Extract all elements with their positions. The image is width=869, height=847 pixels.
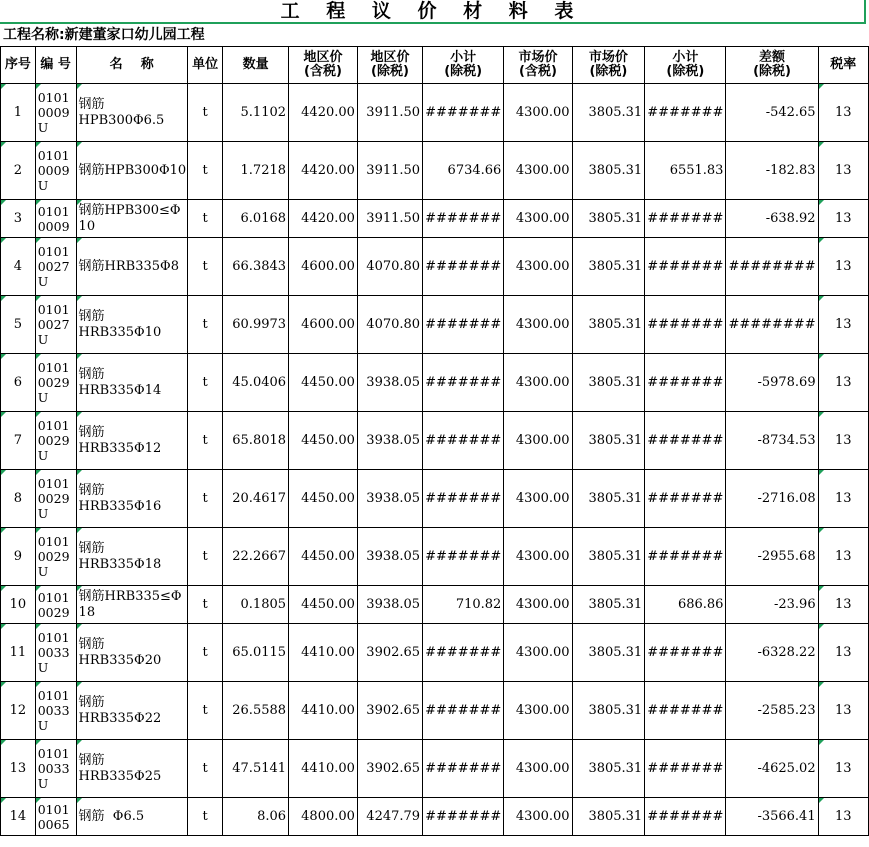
unit-cell[interactable]: t [187,470,222,528]
material-name-cell[interactable]: 钢筋HRB335Φ14 [76,354,187,412]
material-name-cell[interactable]: 钢筋HPB300≤Φ 10 [76,200,187,238]
material-name-cell[interactable]: 钢筋HRB335≤Φ 18 [76,586,187,624]
item-code-cell[interactable]: 0101 0033 U [35,624,76,682]
unit-cell[interactable]: t [187,412,222,470]
market-price-excl-tax-cell[interactable]: 3805.31 [572,200,645,238]
column-header[interactable]: 小计 (除税) [645,47,726,84]
subtotal-regional-cell[interactable]: ####### [423,354,504,412]
quantity-cell[interactable]: 66.3843 [223,238,289,296]
tax-rate-cell[interactable]: 13 [818,354,868,412]
item-code-cell[interactable]: 0101 0029 U [35,528,76,586]
regional-price-excl-tax-cell[interactable]: 3911.50 [357,84,422,142]
subtotal-market-cell[interactable]: ####### [645,84,726,142]
market-price-incl-tax-cell[interactable]: 4300.00 [504,586,572,624]
difference-cell[interactable]: -3566.41 [726,798,818,836]
regional-price-incl-tax-cell[interactable]: 4420.00 [289,84,358,142]
subtotal-market-cell[interactable]: ####### [645,238,726,296]
material-name-cell[interactable]: 钢筋HPB300Φ6.5 [76,84,187,142]
difference-cell[interactable]: -2585.23 [726,682,818,740]
unit-cell[interactable]: t [187,200,222,238]
unit-cell[interactable]: t [187,296,222,354]
unit-cell[interactable]: t [187,142,222,200]
row-number-cell[interactable]: 12 [1,682,36,740]
table-row [1,296,869,354]
quantity-cell[interactable]: 26.5588 [223,682,289,740]
tax-rate-cell[interactable]: 13 [818,586,868,624]
regional-price-incl-tax-cell[interactable]: 4450.00 [289,354,358,412]
table-row [1,624,869,682]
unit-cell[interactable]: t [187,798,222,836]
market-price-excl-tax-cell[interactable]: 3805.31 [572,354,645,412]
row-number-cell[interactable]: 7 [1,412,36,470]
row-number-cell[interactable]: 8 [1,470,36,528]
row-number-cell[interactable]: 13 [1,740,36,798]
tax-rate-cell[interactable]: 13 [818,470,868,528]
unit-cell[interactable]: t [187,238,222,296]
market-price-incl-tax-cell[interactable]: 4300.00 [504,84,572,142]
regional-price-incl-tax-cell[interactable]: 4600.00 [289,296,358,354]
market-price-excl-tax-cell[interactable]: 3805.31 [572,470,645,528]
quantity-cell[interactable]: 6.0168 [223,200,289,238]
row-number-cell[interactable]: 1 [1,84,36,142]
market-price-excl-tax-cell[interactable]: 3805.31 [572,142,645,200]
subtotal-regional-cell[interactable]: ####### [423,624,504,682]
market-price-excl-tax-cell[interactable]: 3805.31 [572,528,645,586]
quantity-cell[interactable]: 45.0406 [223,354,289,412]
regional-price-excl-tax-cell[interactable]: 3938.05 [357,412,422,470]
market-price-incl-tax-cell[interactable]: 4300.00 [504,200,572,238]
row-number-cell[interactable]: 9 [1,528,36,586]
column-header[interactable]: 单位 [187,47,222,84]
row-number-cell[interactable]: 2 [1,142,36,200]
row-number-cell[interactable]: 5 [1,296,36,354]
subtotal-regional-cell[interactable]: ####### [423,238,504,296]
material-name-cell[interactable]: 钢筋 Φ6.5 [76,798,187,836]
subtotal-regional-cell[interactable]: ####### [423,412,504,470]
item-code-cell[interactable]: 0101 0027 U [35,296,76,354]
regional-price-excl-tax-cell[interactable]: 3911.50 [357,200,422,238]
tax-rate-cell[interactable]: 13 [818,84,868,142]
row-number-cell[interactable]: 4 [1,238,36,296]
table-row [1,412,869,470]
row-number-cell[interactable]: 14 [1,798,36,836]
regional-price-incl-tax-cell[interactable]: 4410.00 [289,740,358,798]
difference-cell[interactable]: -5978.69 [726,354,818,412]
difference-cell[interactable]: -638.92 [726,200,818,238]
difference-cell[interactable]: -542.65 [726,84,818,142]
quantity-cell[interactable]: 20.4617 [223,470,289,528]
material-name-cell[interactable]: 钢筋HRB335Φ12 [76,412,187,470]
subtotal-regional-cell[interactable]: ####### [423,740,504,798]
market-price-incl-tax-cell[interactable]: 4300.00 [504,470,572,528]
material-name-cell[interactable]: 钢筋HRB335Φ22 [76,682,187,740]
column-header[interactable]: 地区价 (含税) [289,47,358,84]
market-price-excl-tax-cell[interactable]: 3805.31 [572,740,645,798]
regional-price-excl-tax-cell[interactable]: 3938.05 [357,470,422,528]
column-header[interactable]: 序号 [1,47,36,84]
regional-price-excl-tax-cell[interactable]: 3911.50 [357,142,422,200]
regional-price-excl-tax-cell[interactable]: 4247.79 [357,798,422,836]
table-body [1,84,869,836]
tax-rate-cell[interactable]: 13 [818,200,868,238]
material-name-cell[interactable]: 钢筋HRB335Φ8 [76,238,187,296]
regional-price-incl-tax-cell[interactable]: 4420.00 [289,142,358,200]
item-code-cell[interactable]: 0101 0009 [35,200,76,238]
difference-cell[interactable]: -2716.08 [726,470,818,528]
market-price-excl-tax-cell[interactable]: 3805.31 [572,624,645,682]
item-code-cell[interactable]: 0101 0009 U [35,84,76,142]
item-code-cell[interactable]: 0101 0029 [35,586,76,624]
subtotal-regional-cell[interactable]: ####### [423,528,504,586]
quantity-cell[interactable]: 60.9973 [223,296,289,354]
regional-price-excl-tax-cell[interactable]: 3902.65 [357,740,422,798]
market-price-excl-tax-cell[interactable]: 3805.31 [572,586,645,624]
unit-cell[interactable]: t [187,84,222,142]
item-code-cell[interactable]: 0101 0009 U [35,142,76,200]
table-row [1,200,869,238]
quantity-cell[interactable]: 47.5141 [223,740,289,798]
table-row [1,142,869,200]
item-code-cell[interactable]: 0101 0029 U [35,354,76,412]
difference-cell[interactable]: -2955.68 [726,528,818,586]
material-name-cell[interactable]: 钢筋HRB335Φ25 [76,740,187,798]
row-number-cell[interactable]: 10 [1,586,36,624]
regional-price-incl-tax-cell[interactable]: 4450.00 [289,586,358,624]
row-number-cell[interactable]: 3 [1,200,36,238]
material-name-cell[interactable]: 钢筋HRB335Φ10 [76,296,187,354]
regional-price-incl-tax-cell[interactable]: 4410.00 [289,682,358,740]
item-code-cell[interactable]: 0101 0033 U [35,682,76,740]
materials-table [0,46,869,836]
market-price-excl-tax-cell[interactable]: 3805.31 [572,682,645,740]
row-number-cell[interactable]: 11 [1,624,36,682]
market-price-excl-tax-cell[interactable]: 3805.31 [572,296,645,354]
subtotal-market-cell[interactable]: ####### [645,296,726,354]
row-number-cell[interactable]: 6 [1,354,36,412]
project-name: 工程名称:新建董家口幼儿园工程 [3,27,205,43]
quantity-cell[interactable]: 5.1102 [223,84,289,142]
subtotal-regional-cell[interactable]: ####### [423,200,504,238]
regional-price-incl-tax-cell[interactable]: 4600.00 [289,238,358,296]
quantity-cell[interactable]: 22.2667 [223,528,289,586]
material-name-cell[interactable]: 钢筋HRB335Φ20 [76,624,187,682]
item-code-cell[interactable]: 0101 0033 U [35,740,76,798]
tax-rate-cell[interactable]: 13 [818,238,868,296]
subtotal-market-cell[interactable]: 6551.83 [645,142,726,200]
column-header[interactable]: 数量 [223,47,289,84]
column-header[interactable]: 小计 (除税) [423,47,504,84]
column-header[interactable]: 市场价 (除税) [572,47,645,84]
subtotal-market-cell[interactable]: ####### [645,740,726,798]
regional-price-excl-tax-cell[interactable]: 3938.05 [357,354,422,412]
market-price-excl-tax-cell[interactable]: 3805.31 [572,412,645,470]
subtotal-market-cell[interactable]: ####### [645,354,726,412]
column-header[interactable]: 地区价 (除税) [357,47,422,84]
tax-rate-cell[interactable]: 13 [818,412,868,470]
table-row [1,470,869,528]
market-price-incl-tax-cell[interactable]: 4300.00 [504,798,572,836]
header-row [1,47,869,84]
column-header[interactable]: 差额 (除税) [726,47,818,84]
market-price-incl-tax-cell[interactable]: 4300.00 [504,142,572,200]
difference-cell[interactable]: -23.96 [726,586,818,624]
difference-cell[interactable]: -182.83 [726,142,818,200]
subtotal-market-cell[interactable]: ####### [645,798,726,836]
subtotal-regional-cell[interactable]: ####### [423,296,504,354]
item-code-cell[interactable]: 0101 0029 U [35,412,76,470]
difference-cell[interactable]: ######## [726,238,818,296]
subtotal-market-cell[interactable]: ####### [645,682,726,740]
tax-rate-cell[interactable]: 13 [818,142,868,200]
table-row [1,528,869,586]
regional-price-incl-tax-cell[interactable]: 4410.00 [289,624,358,682]
regional-price-excl-tax-cell[interactable]: 3902.65 [357,682,422,740]
unit-cell[interactable]: t [187,354,222,412]
market-price-incl-tax-cell[interactable]: 4300.00 [504,354,572,412]
regional-price-excl-tax-cell[interactable]: 3938.05 [357,586,422,624]
regional-price-excl-tax-cell[interactable]: 4070.80 [357,296,422,354]
item-code-cell[interactable]: 0101 0029 U [35,470,76,528]
table-row [1,84,869,142]
market-price-incl-tax-cell[interactable]: 4300.00 [504,740,572,798]
market-price-incl-tax-cell[interactable]: 4300.00 [504,682,572,740]
tax-rate-cell[interactable]: 13 [818,798,868,836]
regional-price-excl-tax-cell[interactable]: 4070.80 [357,238,422,296]
market-price-incl-tax-cell[interactable]: 4300.00 [504,624,572,682]
market-price-incl-tax-cell[interactable]: 4300.00 [504,296,572,354]
quantity-cell[interactable]: 0.1805 [223,586,289,624]
market-price-incl-tax-cell[interactable]: 4300.00 [504,528,572,586]
table-row [1,740,869,798]
unit-cell[interactable]: t [187,586,222,624]
table-row [1,798,869,836]
material-name-cell[interactable]: 钢筋HRB335Φ18 [76,528,187,586]
regional-price-incl-tax-cell[interactable]: 4450.00 [289,528,358,586]
subtotal-regional-cell[interactable]: 710.82 [423,586,504,624]
subtotal-market-cell[interactable]: ####### [645,412,726,470]
subtotal-regional-cell[interactable]: ####### [423,798,504,836]
unit-cell[interactable]: t [187,682,222,740]
tax-rate-cell[interactable]: 13 [818,296,868,354]
market-price-incl-tax-cell[interactable]: 4300.00 [504,238,572,296]
unit-cell[interactable]: t [187,624,222,682]
tax-rate-cell[interactable]: 13 [818,682,868,740]
tax-rate-cell[interactable]: 13 [818,528,868,586]
material-name-cell[interactable]: 钢筋HRB335Φ16 [76,470,187,528]
regional-price-incl-tax-cell[interactable]: 4450.00 [289,412,358,470]
market-price-incl-tax-cell[interactable]: 4300.00 [504,412,572,470]
column-header[interactable]: 税率 [818,47,868,84]
subtotal-market-cell[interactable]: ####### [645,470,726,528]
column-header[interactable]: 编 号 [35,47,76,84]
unit-cell[interactable]: t [187,740,222,798]
subtotal-market-cell[interactable]: ####### [645,528,726,586]
regional-price-incl-tax-cell[interactable]: 4450.00 [289,470,358,528]
difference-cell[interactable]: -4625.02 [726,740,818,798]
material-name-cell[interactable]: 钢筋HPB300Φ10 [76,142,187,200]
regional-price-incl-tax-cell[interactable]: 4420.00 [289,200,358,238]
table-row [1,354,869,412]
subtotal-market-cell[interactable]: 686.86 [645,586,726,624]
subtotal-regional-cell[interactable]: ####### [423,84,504,142]
quantity-cell[interactable]: 65.8018 [223,412,289,470]
subtotal-market-cell[interactable]: ####### [645,200,726,238]
item-code-cell[interactable]: 0101 0027 U [35,238,76,296]
tax-rate-cell[interactable]: 13 [818,740,868,798]
table-row [1,682,869,740]
column-header[interactable]: 名 称 [76,47,187,84]
difference-cell[interactable]: -6328.22 [726,624,818,682]
quantity-cell[interactable]: 8.06 [223,798,289,836]
subtotal-regional-cell[interactable]: ####### [423,470,504,528]
market-price-excl-tax-cell[interactable]: 3805.31 [572,238,645,296]
subtotal-regional-cell[interactable]: 6734.66 [423,142,504,200]
quantity-cell[interactable]: 1.7218 [223,142,289,200]
column-header[interactable]: 市场价 (含税) [504,47,572,84]
tax-rate-cell[interactable]: 13 [818,624,868,682]
table-row [1,586,869,624]
sheet-title: 工 程 议 价 材 料 表 [0,0,866,24]
subtotal-market-cell[interactable]: ####### [645,624,726,682]
quantity-cell[interactable]: 65.0115 [223,624,289,682]
unit-cell[interactable]: t [187,528,222,586]
difference-cell[interactable]: ######## [726,296,818,354]
difference-cell[interactable]: -8734.53 [726,412,818,470]
regional-price-incl-tax-cell[interactable]: 4800.00 [289,798,358,836]
regional-price-excl-tax-cell[interactable]: 3938.05 [357,528,422,586]
market-price-excl-tax-cell[interactable]: 3805.31 [572,84,645,142]
subtotal-regional-cell[interactable]: ####### [423,682,504,740]
market-price-excl-tax-cell[interactable]: 3805.31 [572,798,645,836]
item-code-cell[interactable]: 0101 0065 [35,798,76,836]
table-row [1,238,869,296]
regional-price-excl-tax-cell[interactable]: 3902.65 [357,624,422,682]
